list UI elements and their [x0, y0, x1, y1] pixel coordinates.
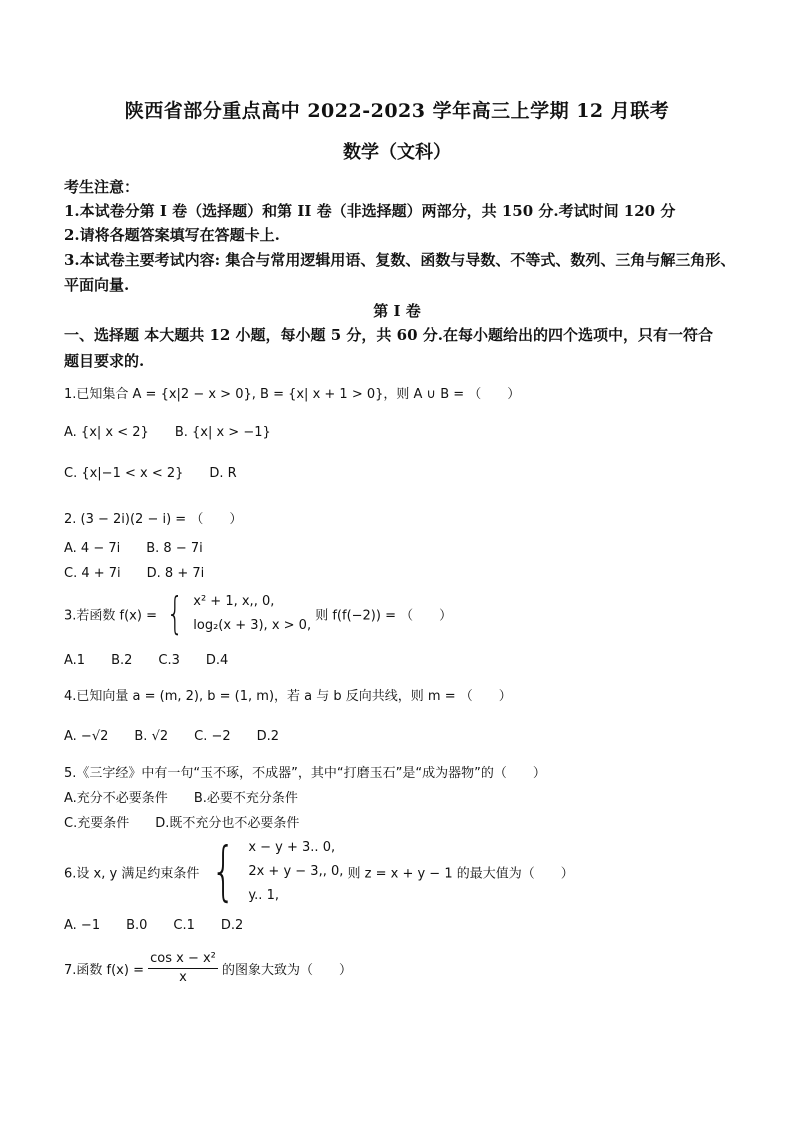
question-1-options-row-1	[64, 425, 297, 440]
q3-suffix: 则 f(f(−2)) = （ ）	[315, 608, 453, 624]
section-intro-2: 题目要求的.	[64, 352, 145, 370]
option-c: C. {x|−1 < x < 2}	[64, 466, 184, 481]
question-3-stem	[64, 590, 452, 638]
option-c: C. −2	[194, 729, 231, 744]
question-2-options-row-2	[64, 566, 230, 581]
q7-fraction	[148, 950, 218, 987]
question-6-stem	[64, 836, 574, 908]
q6-case-2: 2x + y − 3,, 0,	[248, 864, 344, 879]
option-a: A. {x| x < 2}	[64, 425, 149, 440]
option-d: D. R	[209, 466, 237, 481]
q3-cases	[193, 590, 311, 638]
option-a: A. −1	[64, 918, 101, 933]
question-5-options-row-2	[64, 812, 325, 831]
exam-title: 陕西省部分重点高中 2022-2023 学年高三上学期 12 月联考	[124, 100, 670, 122]
question-1-stem: 1.已知集合 A = {x|2 − x > 0}, B = {x| x + 1 > 0}，则 A ∪ B = （ ）	[64, 387, 521, 402]
note-1: 1.本试卷分第 I 卷（选择题）和第 II 卷（非选择题）两部分，共 150 分.考试时间 120 分	[64, 202, 676, 220]
question-6-options	[64, 918, 269, 933]
q7-numerator: cos x − x²	[148, 950, 218, 969]
question-4-stem: 4.已知向量 a = (m, 2), b = (1, m)，若 a 与 b 反向共线，则 m = （ ）	[64, 689, 512, 704]
option-d: D. 8 + 7i	[146, 566, 205, 581]
q6-case-3: y.. 1,	[248, 888, 279, 903]
exam-subtitle: 数学（文科）	[343, 142, 451, 163]
option-a: A.充分不必要条件	[64, 791, 168, 806]
option-b: B.必要不充分条件	[193, 791, 298, 806]
notes-heading: 考生注意：	[64, 178, 140, 196]
q3-case-1: x² + 1, x,, 0,	[193, 594, 275, 609]
question-1-options-row-2	[64, 466, 263, 481]
q6-brace: {	[211, 835, 237, 909]
q3-prefix: 3.若函数 f(x) =	[64, 608, 157, 624]
option-a: A.1	[64, 653, 86, 668]
option-d: D.既不充分也不必要条件	[155, 816, 300, 831]
note-2: 2.请将各题答案填写在答题卡上.	[64, 226, 280, 244]
q3-brace: {	[166, 588, 184, 639]
option-d: D.2	[256, 729, 280, 744]
option-b: B.0	[126, 918, 148, 933]
question-3-options	[64, 653, 254, 668]
option-b: B. {x| x > −1}	[174, 425, 271, 440]
q7-denominator: x	[179, 970, 187, 985]
question-2-stem: 2. (3 − 2i)(2 − i) = （ ）	[64, 512, 243, 527]
note-3: 3.本试卷主要考试内容: 集合与常用逻辑用语、复数、函数与导数、不等式、数列、三角与解三角形、	[64, 251, 736, 269]
option-a: A. −√2	[64, 729, 109, 744]
q6-case-1: x − y + 3.. 0,	[248, 840, 336, 855]
option-a: A. 4 − 7i	[64, 541, 121, 556]
q3-case-2: log₂(x + 3), x > 0,	[193, 618, 312, 633]
option-b: B. √2	[134, 729, 169, 744]
option-c: C.充要条件	[64, 816, 130, 831]
q6-suffix: 则 z = x + y − 1 的最大值为（ ）	[347, 866, 574, 882]
section-label: 第 I 卷	[373, 302, 421, 320]
option-b: B.2	[111, 653, 133, 668]
option-d: D.4	[205, 653, 229, 668]
option-c: C.3	[158, 653, 180, 668]
q6-prefix: 6.设 x, y 满足约束条件	[64, 866, 200, 882]
q7-suffix: 的图象大致为（ ）	[222, 963, 353, 978]
question-5-stem: 5.《三字经》中有一句“玉不琢，不成器”，其中“打磨玉石”是“成为器物”的（ ）	[64, 766, 546, 781]
note-3-continued: 平面向量.	[64, 276, 130, 294]
q6-cases	[248, 836, 343, 908]
option-d: D.2	[220, 918, 244, 933]
option-c: C. 4 + 7i	[64, 566, 121, 581]
question-2-options-row-1	[64, 541, 229, 556]
q7-prefix: 7.函数 f(x) =	[64, 963, 144, 978]
question-5-options-row-1	[64, 787, 324, 806]
question-7-stem	[64, 950, 352, 987]
option-b: B. 8 − 7i	[146, 541, 203, 556]
option-c: C.1	[173, 918, 195, 933]
section-intro-1: 一、选择题 本大题共 12 小题，每小题 5 分，共 60 分.在每小题给出的四个选项中，只有一符合	[64, 326, 713, 344]
question-4-options	[64, 729, 305, 744]
